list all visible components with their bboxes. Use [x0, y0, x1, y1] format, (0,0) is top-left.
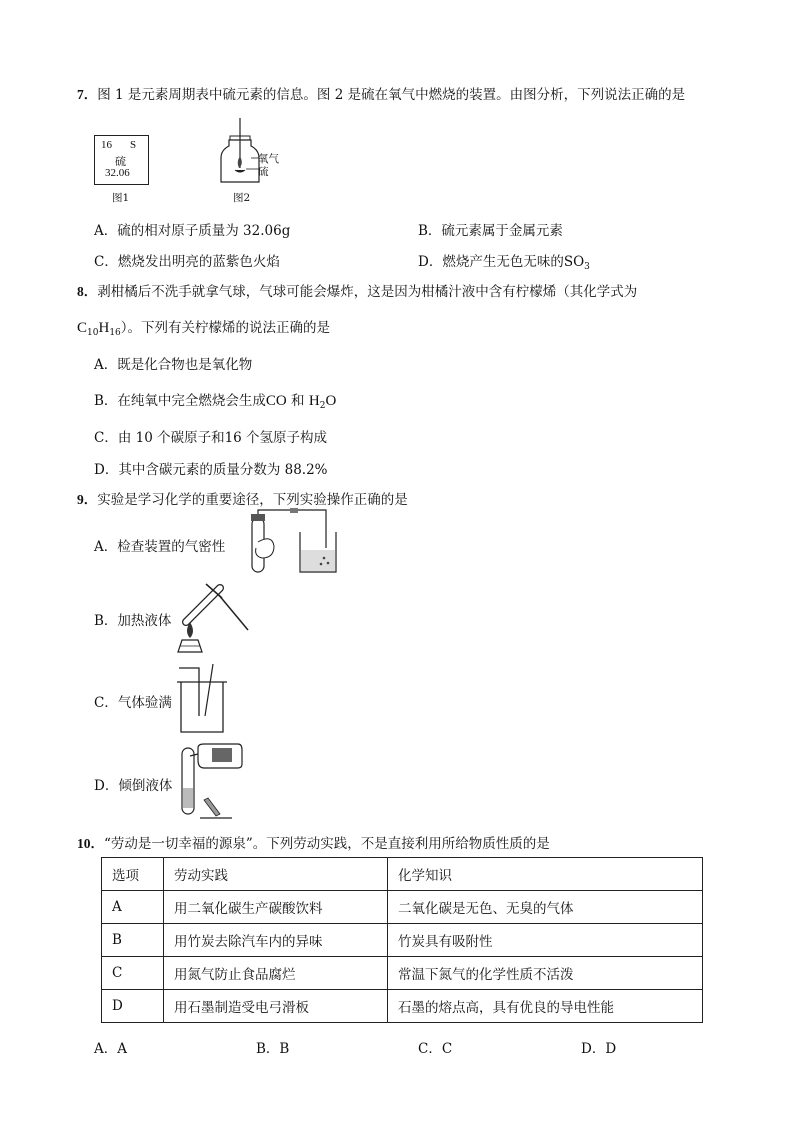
gas-full-test-figure: [177, 662, 227, 734]
q8-option-c: C．由 10 个碳原子和16 个氢原子构成: [94, 430, 328, 446]
q10-option-a: A．A: [94, 1041, 127, 1057]
q8-option-b: [94, 389, 336, 411]
element-symbol: S: [130, 139, 137, 151]
row-option: C: [102, 957, 164, 990]
q10-number: 10．: [77, 836, 104, 851]
q8-stem-text: 剥柑橘后不洗手就拿气球，气球可能会爆炸，这是因为柑橘汁液中含有柠檬烯（其化学式为: [97, 284, 638, 300]
q8-stem-line1: [77, 280, 637, 300]
q8-stem-rest: ）。下列有关柠檬烯的说法正确的是: [120, 320, 331, 336]
element-name: 硫: [115, 155, 126, 168]
q7-option-d: [418, 250, 590, 272]
row-knowledge: 石墨的熔点高，具有优良的导电性能: [388, 990, 703, 1023]
table-row: [102, 891, 703, 924]
q7-number: 7．: [77, 87, 98, 102]
row-practice: 用石墨制造受电弓滑板: [164, 990, 388, 1023]
header-knowledge: 化学知识: [388, 858, 703, 891]
atomic-number: 16: [101, 139, 112, 151]
formula-c-subscript: 10: [87, 328, 99, 338]
pouring-liquid-figure: [176, 742, 246, 820]
row-knowledge: 常温下氮气的化学性质不活泼: [388, 957, 703, 990]
q8-stem-line2: [77, 316, 330, 338]
oxygen-label: 氧气: [258, 153, 279, 165]
h2o-subscript: 2: [319, 401, 326, 411]
heating-liquid-figure: [176, 578, 256, 656]
q10-stem: [77, 832, 550, 852]
atomic-mass: 32.06: [105, 167, 130, 179]
header-option: 选项: [102, 858, 164, 891]
table-row: [102, 957, 703, 990]
row-practice: 用二氧化碳生产碳酸饮料: [164, 891, 388, 924]
q7-option-d-text: D．燃烧产生无色无味的SO: [418, 254, 585, 270]
so3-subscript: 3: [584, 262, 590, 272]
row-option: A: [102, 891, 164, 924]
q8-number: 8．: [77, 284, 98, 299]
fig1-caption: 图1: [112, 192, 130, 204]
row-option: D: [102, 990, 164, 1023]
co-formula: CO: [265, 393, 287, 409]
q8-option-d: D．其中含碳元素的质量分数为 88.2%: [94, 462, 328, 478]
q9-option-b: B．加热液体: [94, 613, 172, 629]
labor-practice-table: [101, 857, 703, 1023]
and-text: 和: [286, 393, 309, 409]
q7-stem: [77, 83, 685, 103]
fig2-caption: 图2: [233, 192, 251, 204]
q9-option-d: D．倾倒液体: [94, 778, 173, 794]
row-practice: 用氮气防止食品腐烂: [164, 957, 388, 990]
q9-number: 9．: [77, 492, 98, 507]
table-header-row: [102, 858, 703, 891]
sulfur-element-card: [94, 135, 149, 185]
formula-h: H: [98, 320, 110, 336]
table-row: [102, 990, 703, 1023]
q9-stem-text: 实验是学习化学的重要途径，下列实验操作正确的是: [97, 492, 408, 508]
sulfur-label: 硫: [258, 166, 269, 178]
q8-option-a: A．既是化合物也是氧化物: [94, 357, 253, 373]
q10-stem-text: “劳动是一切幸福的源泉”。下列劳动实践，不是直接利用所给物质性质的是: [104, 836, 550, 852]
formula-h-subscript: 16: [109, 328, 121, 338]
q10-option-d: D．D: [581, 1041, 617, 1057]
airtightness-check-figure: [238, 508, 338, 576]
formula-c: C: [77, 320, 88, 336]
q10-option-c: C．C: [418, 1041, 453, 1057]
q10-option-b: B．B: [256, 1041, 290, 1057]
q7-option-c: C．燃烧发出明亮的蓝紫色火焰: [94, 254, 280, 270]
q7-option-a: A．硫的相对原子质量为 32.06g: [94, 223, 291, 239]
row-practice: 用竹炭去除汽车内的异味: [164, 924, 388, 957]
row-knowledge: 二氧化碳是无色、无臭的气体: [388, 891, 703, 924]
q9-option-a: A．检查装置的气密性: [94, 539, 226, 555]
q8-option-b-text: B．在纯氧中完全燃烧会生成: [94, 393, 266, 409]
q9-option-c: C．气体验满: [94, 695, 172, 711]
q9-stem: [77, 488, 408, 508]
table-row: [102, 924, 703, 957]
h2o-h: H: [308, 393, 320, 409]
h2o-o: O: [325, 393, 337, 409]
q7-stem-text: 图 1 是元素周期表中硫元素的信息。图 2 是硫在氧气中燃烧的装置。由图分析，下列说法正确的是: [97, 87, 686, 103]
row-knowledge: 竹炭具有吸附性: [388, 924, 703, 957]
q7-option-b: B．硫元素属于金属元素: [418, 223, 563, 239]
header-practice: 劳动实践: [164, 858, 388, 891]
row-option: B: [102, 924, 164, 957]
